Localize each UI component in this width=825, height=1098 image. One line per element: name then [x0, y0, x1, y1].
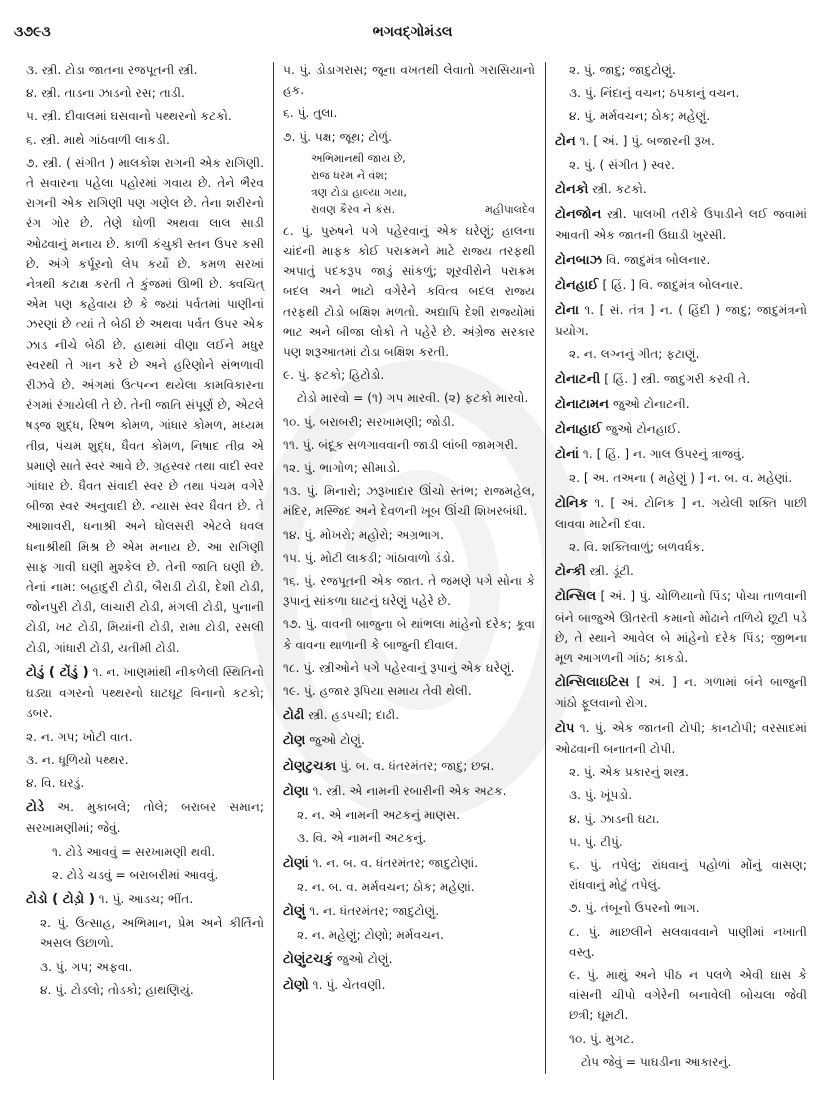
definition-text: ૧. પું. ચેતવણી.: [312, 977, 386, 992]
sense-definition: ટોડો મારવો = (૧) ગપ મારવી. (૨) ફટકો મારવો.: [297, 391, 529, 406]
headword: ટોનિક: [555, 495, 589, 511]
headword: ટોડો ( ટોડ઼ો ): [26, 891, 95, 907]
definition-text: ૧. [ હિં. ] ન. ગાલ ઉપરનું ત્રાજવું.: [582, 447, 745, 462]
dictionary-entry: [555, 204, 807, 245]
definition-text: ૧. પું. આડચ; ભીંત.: [98, 891, 194, 906]
headword: ટોણટુચકા: [283, 758, 337, 774]
column-divider: [545, 62, 546, 1074]
headword: ટોનાં: [555, 447, 580, 463]
column-divider: [273, 62, 274, 1080]
dictionary-columns: [0, 60, 825, 1090]
dictionary-entry: [555, 275, 807, 296]
sense-definition: ૮. પું. પુરુષને પગે પહેરવાનું એક ઘરેણું; હાલના ચાંદની માફક કોઈ પરાક્રમને માટે રાજ્ય તરફથી અપાતું પદકરૂપ જાડું સાંકળું; શૂરવીરોને પરાક્રમ બદલ અને ભાટો વગેરેને કવિત્વ બદલ રાજ્ય તરફથી ટોડો બક્ષિશ મળતો. અદ્યાપિ દેશી રાજ્યોમાં ભાટ અને બીજા લોકો તે પહેરે છે. અંગ્રેજ સરકાર પણ શરૂઆતમાં ટોડા બક્ષિશ કરતી.: [283, 223, 535, 360]
verse-attribution: મહીપાલદેવ: [485, 202, 535, 216]
sense-definition: ૩. વિ. એ નામની અટકનું.: [297, 831, 427, 846]
sense-definition: ૬. પું. તપેલું; રાંધવાનું પહોળાં મોંનું વાસણ; રાંધવાનું મોટું તપેલું.: [569, 857, 807, 893]
sense-definition: ૩. સ્ત્રી. ટોડા જાતના રજપૂતની સ્ત્રી.: [26, 63, 198, 77]
dictionary-entry: [283, 975, 535, 996]
sense-definition: ૫. પું. ટીપું.: [569, 834, 623, 849]
headword: ટોણું: [283, 903, 306, 919]
dictionary-entry: [555, 131, 807, 152]
sense-definition: ૨. પું. જાદુ; જાદુટોણું.: [569, 63, 676, 77]
sense-definition: ૬. પું. તુલા.: [283, 106, 338, 121]
dictionary-entry: [283, 853, 535, 874]
definition-text: ૧. ન. બ. વ. ધંતરમંતર; જાદુટોણાં.: [312, 855, 479, 870]
sense-definition: ૧૨. પું. ભાગોળ; સીમાડો.: [283, 461, 401, 476]
sense-definition: ૨. ન. લગ્નનું ગીત; ફટાણું.: [569, 347, 700, 362]
dictionary-entry: [555, 419, 807, 440]
sense-definition: ૧૦. પું. બરાબરી; સરખામણી; જોડી.: [283, 414, 455, 429]
definition-text: ૧. સ્ત્રી. એ નામની રબારીની એક અટક.: [312, 783, 507, 798]
dictionary-entry: [555, 369, 807, 390]
column-2: [283, 60, 535, 999]
definition-text: [ અં. ] પું. ચોળિયાનો પિંડ; પોચા તાળવાની બંને બાજુએ ઊતરતી કમાનો મોઢાને તળિયે છૂટી પડે છે, તે સ્થાને આવેલ બે માંહેનો દરેક પિંડ; જીભના મૂળ આગળની ગાંઠ; કાકડો.: [555, 589, 807, 666]
definition-text: [ હિં. ] વિ. જાદુમંત્ર બોલનાર.: [602, 277, 744, 292]
headword: ટોણ: [283, 733, 306, 749]
sense-definition: ૪. સ્ત્રી. તાડના ઝાડનો રસ; તાડી.: [26, 86, 185, 101]
dictionary-entry: [555, 300, 807, 341]
headword: ટોનબાઝ: [555, 252, 603, 268]
sense-definition: ૩. પું. ખૂંપડો.: [569, 788, 633, 803]
sense-definition: ૧. ટોડે આવવું = સરખામણી થવી.: [52, 844, 216, 859]
sense-definition: ૩. ન. ધૂળિયો પથ્થર.: [26, 752, 129, 767]
definition-text: સ્ત્રી. હડપચી; દાઢી.: [308, 708, 400, 723]
dictionary-entry: [555, 672, 807, 713]
dictionary-entry: [26, 797, 264, 838]
sense-definition: ૨. ન. બ. વ. મર્મવચન; ઠોક; મહેણાં.: [297, 879, 475, 894]
column-3: [555, 60, 807, 1075]
verse-line: રાજ ધરમ ને વંશ;: [311, 168, 388, 182]
headword: ટોનકો: [555, 182, 589, 198]
headword: ટોનાટની: [555, 371, 601, 387]
headword: ટોડે: [26, 800, 45, 816]
dictionary-entry: [26, 662, 264, 724]
headword: ટોન્સિલ: [555, 589, 597, 605]
headword: ટોપ: [555, 720, 575, 736]
definition-text: વિ. જાદુમંત્ર બોલનાર.: [606, 252, 711, 267]
headword: ટોણાં: [283, 855, 309, 871]
sense-definition: ૪. વિ. ઘરડું.: [26, 775, 85, 790]
sense-definition: ૨. પું. ઉત્સાહ, અભિમાન, પ્રેમ અને કીર્તિનો અસલ ઉછાળો.: [40, 916, 264, 951]
headword: ટોણો: [283, 977, 309, 993]
definition-text: [ અં. ] ન. ગળામાં બંને બાજુની ગાંઠો ફૂલવાનો રોગ.: [555, 675, 808, 711]
dictionary-entry: [283, 781, 535, 802]
sense-definition: ૩. પું. નિંદાનું વચન; ઠપકાનું વચન.: [569, 86, 740, 101]
definition-text: જુઓ ટોનહાઈ.: [605, 422, 681, 437]
headword: ટોનાટામન: [555, 396, 610, 412]
sense-definition: ૧૧. પું. બંદૂક સળગાવવાની જાડી લાંબી જામગરી.: [283, 437, 518, 452]
dictionary-entry: [555, 493, 807, 534]
dictionary-entry: [26, 889, 264, 910]
headword: ટોનાહાઈ: [555, 422, 602, 438]
headword: ટોન્કી: [555, 564, 586, 580]
dictionary-entry: [555, 179, 807, 200]
definition-text: જુઓ ટોનાટની.: [612, 396, 690, 411]
sense-definition: ૨. પું. ( સંગીત ) સ્વર.: [569, 157, 675, 172]
sense-definition: ૪. પું. ઝાડની ઘટા.: [569, 811, 660, 826]
sense-definition: ૭. પું. પક્ષ; જૂથ; ટોળું.: [283, 129, 392, 144]
dictionary-entry: [555, 718, 807, 759]
definition-text: સ્ત્રી. પાલખી તરીકે ઉપાડીને લઈ જવામાં આવતી એક જાતની ઉઘાડી ખુરસી.: [555, 207, 807, 243]
sense-definition: ૧૬. પું. રજપૂતની એક જાત. તે જમણે પગે સોના કે રૂપાનું સાંકળા ઘાટનું ઘરેણું પહેરે છે.: [283, 574, 535, 609]
dictionary-entry: [283, 756, 535, 777]
sense-definition: ૪. પું. ટોડલો; તોડકો; હાથણિયું.: [40, 982, 194, 997]
headword: ટોનહાઈ: [555, 277, 599, 293]
definition-text: સ્ત્રી. ડૂંટી.: [589, 564, 634, 579]
sense-definition: ૧૭. પું. વાવની બાજુના બે થાંભલા માંહેનો દરેક; કૂવા કે વાવના થાળાની કે બાજુની દીવાલ.: [283, 617, 535, 652]
column-1: [26, 60, 264, 1003]
definition-text: સ્ત્રી. કટકો.: [592, 182, 647, 197]
quoted-verse: [283, 150, 535, 218]
sense-definition: ૭. પું. તંબૂનો ઉપરનો ભાગ.: [569, 901, 700, 916]
verse-line: અભિમાનથી જાય છે,: [311, 151, 406, 165]
sense-definition: ટોપ જેવું = પાઘડીના આકારનું.: [581, 1054, 732, 1069]
headword: ટોણા: [283, 783, 309, 799]
sense-definition: ૩. પું. ગપ; અફવા.: [40, 959, 133, 974]
headword: ટોનજોન: [555, 207, 602, 223]
definition-text: જુઓ ટોણું.: [336, 952, 393, 967]
headword: ટોણુંટચકું: [283, 952, 334, 968]
verse-line: રાવણ કૈરવ ને કંસ.: [311, 202, 395, 216]
definition-text: પું. બ. વ. ધંતરમંતર; જાદુ; છદ્મ.: [340, 758, 495, 773]
sense-definition: ૬. સ્ત્રી. માથે ગાંઠવાળી લાકડી.: [26, 132, 170, 147]
dictionary-entry: [555, 444, 807, 465]
sense-definition: ૯. પું. ફટકો; હિટોડો.: [283, 368, 385, 383]
dictionary-entry: [555, 250, 807, 271]
sense-definition: ૧૦. પું. મુગટ.: [569, 1031, 635, 1046]
sense-definition: ૭. સ્ત્રી. ( સંગીત ) માલકોશ રાગની એક રાગિણી. તે સવારના પહેલા પહોરમાં ગવાય છે. તેને ભૈરવ રાગની એક રાગિણી પણ ગણેલ છે. તેના શરીરનો રંગ ગોર છે. તેણે ધોળી અથવા લાલ સાડી ઓઢવાનું મનાય છે. કાળી કંચુકી સ્તન ઉપર કસી છે. અંગે કર્પૂરનો લેપ કર્યો છે. કમળ સરખાં નેત્રથી કટાક્ષ કરતી તે કુંજમાં ઊભી છે. ક્વચિત્ એમ પણ કહેવાય છે કે જ્યાં પર્વતમાં પાણીનાં ઝરણાં છે ત્યાં તે બેઠી છે અથવા પર્વત ઉપર એક ઝાડ નીચે બેઠી છે. હાથમાં વીણા લઈને મધુર સ્વરથી તે ગાન કરે છે અને હરિણોને સંભળાવી રીઝવે છે. અંગમાં ઉત્પન્ન થયેલા કામવિકારના રંગમાં રંગાયેલી તે છે. તેની જાતિ સંપૂર્ણ છે, એટલે ષડ્જ શુદ્ધ, રિષભ કોમળ, ગાંધાર કોમળ, મધ્યમ તીવ્ર, પંચમ શુદ્ધ, ધૈવત કોમળ, નિષાદ તીવ્ર એ પ્રમાણે સાતે સ્વર આવે છે. ગ્રહસ્વર તથા વાદી સ્વર ગાંધાર છે. ધૈવત સંવાદી સ્વર છે તથા પંચમ વગેરે બીજા સ્વર અનુવાદી છે. ન્યાસ સ્વર ધૈવત છે. તે આશાવરી, ધનાશ્રી અને ધોલસરી એટલે ધવલ ધનાશ્રીથી મિશ્ર છે એમ મનાય છે. આ રાગિણી સાફ ગાવી ઘણી મુશ્કેલ છે. તેની જાતિ ઘણી છે. તેનાં નામ: બહાદુરી ટોડી, બૈરાડી ટોડી, દેશી ટોડી, જોનપુરી ટોડી, લાચારી ટોડી, મંગલી ટોડી, પુનાની ટોડી, ખટ ટોડી, મિયાંની ટોડી, રામા ટોડી, રસલી ટોડી, ગાંધારી ટોડી, યતીમી ટોડી.: [26, 155, 264, 655]
sense-definition: ૨. ન. એ નામની અટકનું માણસ.: [297, 808, 461, 823]
headword: ટોન: [555, 133, 576, 149]
headword: ટોડું ( ટોંડું ): [26, 664, 89, 680]
definition-text: જુઓ ટોણું.: [309, 733, 365, 748]
definition-text: ૧. પું. એક જાતની ટોપી; કાનટોપી; વરસાદમાં ઓઢવાની બનાતની ટોપી.: [555, 720, 808, 756]
sense-definition: ૧૫. પું. મોટી લાકડી; ગાંઠાવાળો ડંડો.: [283, 550, 455, 565]
sense-definition: ૪. પું. મર્મવચન; ઠોક; મહેણું.: [569, 109, 711, 124]
page-header: [0, 20, 825, 44]
dictionary-entry: [283, 705, 535, 726]
sense-definition: ૧૩. પું. મિનારો; ઝરૂખાદાર ઊંચો સ્તંભ; રાજમહેલ, મંદિર, મસ્જિદ અને દેવળની ખૂબ ઊંચી શિખરબંધી.: [283, 484, 535, 519]
headword: ટોના: [555, 303, 580, 319]
sense-definition: ૫. સ્ત્રી. દીવાલમાં ઘસવાનો પથ્થરનો કટકો.: [26, 109, 232, 124]
definition-text: અ. મુકાબલે; તોલે; બરાબર સમાન; સરખામણીમાં; જેવું.: [26, 800, 265, 836]
dictionary-entry: [555, 586, 807, 668]
definition-text: ૧. ન. ધંતરમંતર; જાદુટોણું.: [309, 903, 440, 918]
sense-definition: ૧૮. પું. સ્ત્રીઓને પગે પહેરવાનું રૂપાનું એક ઘરેણું.: [283, 660, 515, 675]
definition-text: ૧. ન. ખાણમાંથી નીકળેલી સ્થિતિનો ઘડ્યા વગરનો પથ્થરનો ઘાટઘૂટ વિનાનો કટકો; ડબર.: [26, 664, 264, 721]
definition-text: ૧. [ સં. તંત્ર ] ન. ( હિંદી ) જાદુ; જાદુમંત્રનો પ્રયોગ.: [555, 303, 808, 339]
running-title: ભગવદ્ગોમંડલ: [372, 24, 453, 40]
sense-definition: ૫. પું. ડોડાગરાસ; જૂના વખતથી લેવાતો ગરાસિયાનો હક.: [283, 63, 535, 98]
headword: ટોઢી: [283, 708, 305, 724]
page-number: ૩૭૯૩: [14, 24, 51, 40]
sense-definition: ૧૯. પું. હજાર રૂપિયા સમાય તેવી થેલી.: [283, 684, 472, 699]
dictionary-entry: [555, 394, 807, 415]
dictionary-entry: [283, 949, 535, 970]
definition-text: ૧. [ અં. ટોનિક ] ન. ગયેલી શક્તિ પાછી લાવવા માટેની દવા.: [555, 495, 808, 531]
verse-line: ત્રણ ટોડા હાલ્યા ગયા,: [311, 185, 407, 199]
sense-definition: ૨. ટોડે ચડવું = બરાબરીમાં આવવું.: [52, 867, 219, 882]
definition-text: [ હિં. ] સ્ત્રી. જાદુગરી કરવી તે.: [604, 371, 751, 386]
sense-definition: ૨. પું. એક પ્રકારનું શસ્ત્ર.: [569, 765, 689, 780]
sense-definition: ૨. [ અ. તઅના ( મહેણું ) ] ન. બ. વ. મહેણાં.: [569, 471, 793, 486]
sense-definition: ૨. વિ. શક્તિવાળું; બળવર્ધક.: [569, 540, 705, 555]
definition-text: ૧. [ અં. ] પું. બજારની રૂખ.: [579, 133, 715, 148]
sense-definition: ૨. ન. ગપ; ખોટી વાત.: [26, 729, 133, 744]
headword: ટોન્સિલાઇટિસ: [555, 675, 630, 691]
sense-definition: ૨. ન. મહેણું; ટોણો; મર્મવચન.: [297, 928, 444, 943]
dictionary-entry: [283, 730, 535, 751]
dictionary-entry: [283, 901, 535, 922]
sense-definition: ૧૪. પું. મોખરો; મહોરો; અગ્રભાગ.: [283, 527, 444, 542]
sense-definition: ૯. પું. માથું અને પીઠ ન પલળે એવી ઘાસ કે વાંસની ચીપો વગેરેની બનાવેલી બોચલા જેવી છત્રી; ઘૂમટી.: [569, 967, 807, 1023]
dictionary-entry: [555, 561, 807, 582]
sense-definition: ૮. પું. માછલીને સલવાવવાને પાણીમાં નખાતી વસ્તુ.: [569, 924, 807, 959]
